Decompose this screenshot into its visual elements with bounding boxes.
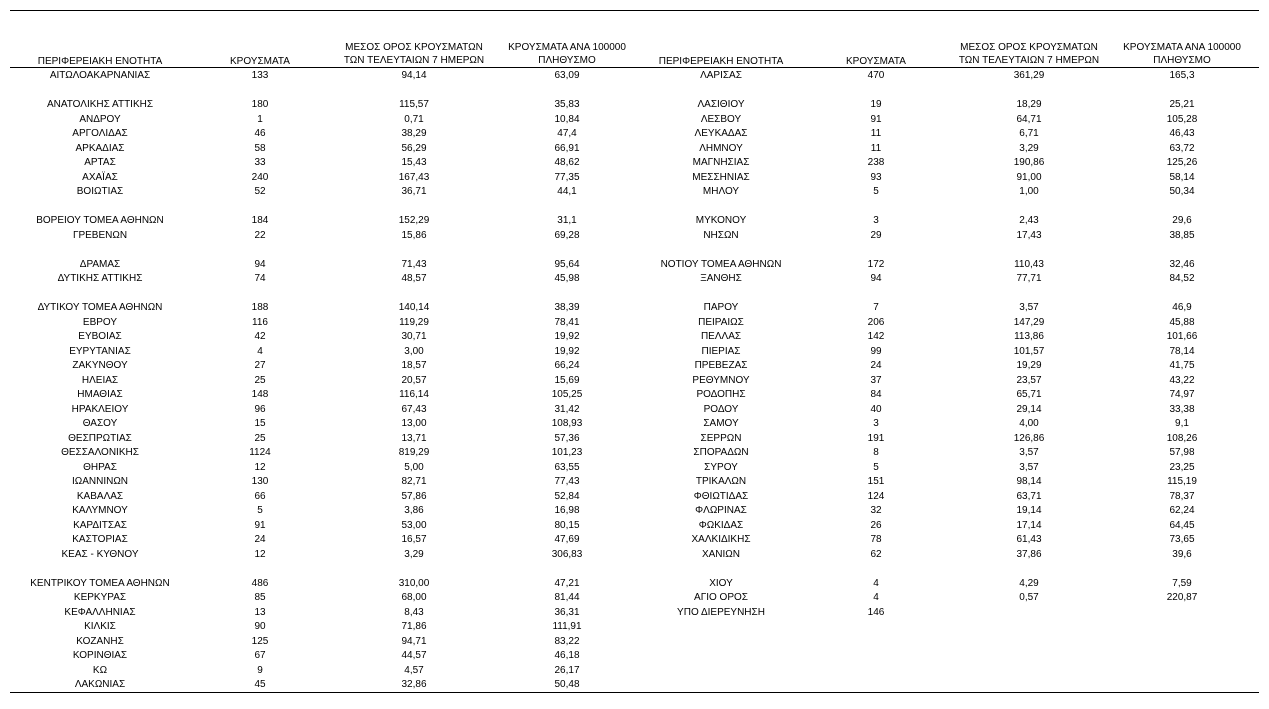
per100k-value: 57,98: [1169, 447, 1195, 458]
cases-value: 240: [251, 171, 269, 183]
per100k-value: 26,17: [554, 664, 580, 676]
region-name: ΚΟΖΑΝΗΣ: [76, 635, 124, 647]
cases-value: 4: [873, 577, 879, 589]
region-name: ΑΓΙΟ ΟΡΟΣ: [694, 592, 748, 603]
region-name: ΘΑΣΟΥ: [82, 418, 118, 429]
avg-7days-value: 65,71: [1016, 389, 1042, 400]
region-name: ΚΑΒΑΛΑΣ: [76, 490, 124, 502]
cases-value: 78: [870, 534, 882, 545]
cases-value: 11: [870, 128, 882, 139]
avg-7days-value: 0,57: [1019, 592, 1039, 603]
avg-7days-value: 3,29: [1019, 142, 1039, 154]
region-name: ΗΜΑΘΙΑΣ: [77, 389, 123, 400]
region-name: ΘΕΣΣΑΛΟΝΙΚΗΣ: [61, 447, 139, 458]
cases-value: 99: [870, 345, 882, 357]
header-per100k-line2: ΠΛΗΘΥΣΜΟ: [1153, 55, 1211, 66]
per100k-value: 84,52: [1169, 273, 1195, 284]
region-name: ΚΙΛΚΙΣ: [84, 621, 116, 632]
cases-value: 25: [254, 374, 266, 386]
cases-value: 62: [870, 548, 882, 560]
region-name: ΗΛΕΙΑΣ: [81, 374, 119, 386]
avg-7days-value: 126,86: [1013, 432, 1045, 444]
cases-value: 90: [254, 621, 266, 632]
avg-7days-value: 19,29: [1016, 360, 1042, 371]
per100k-value: 58,14: [1169, 171, 1195, 183]
region-name: ΜΥΚΟΝΟΥ: [695, 215, 747, 226]
cases-value: 66: [254, 490, 266, 502]
avg-7days-value: 56,29: [401, 142, 427, 154]
region-name: ΗΡΑΚΛΕΙΟΥ: [71, 403, 129, 415]
cases-value: 46: [254, 128, 266, 139]
region-name: ΜΗΛΟΥ: [702, 186, 740, 197]
avg-7days-value: 361,29: [1013, 70, 1045, 81]
per100k-value: 64,45: [1169, 519, 1195, 531]
cases-value: 19: [870, 99, 882, 110]
avg-7days-value: 8,43: [404, 606, 424, 618]
avg-7days-value: 5,00: [404, 461, 424, 473]
per100k-value: 39,6: [1172, 548, 1192, 560]
avg-7days-value: 98,14: [1016, 476, 1042, 487]
per100k-value: 63,72: [1169, 142, 1195, 154]
region-name: ΖΑΚΥΝΘΟΥ: [72, 360, 128, 371]
avg-7days-value: 190,86: [1013, 157, 1045, 168]
per100k-value: 47,69: [554, 534, 580, 545]
region-name: ΥΠΟ ΔΙΕΡΕΥΝΗΣΗ: [677, 606, 765, 618]
avg-7days-value: 167,43: [398, 171, 430, 183]
per100k-value: 31,42: [554, 403, 580, 415]
avg-7days-value: 3,57: [1019, 302, 1039, 313]
per100k-value: 81,44: [554, 592, 580, 603]
region-name: ΕΥΒΟΙΑΣ: [78, 331, 122, 342]
cases-value: 15: [254, 418, 266, 429]
cases-value: 191: [867, 432, 885, 444]
avg-7days-value: 147,29: [1013, 316, 1045, 328]
region-name: ΔΡΑΜΑΣ: [79, 258, 121, 270]
cases-value: 5: [873, 461, 879, 473]
region-name: ΚΩ: [92, 664, 108, 676]
per100k-value: 31,1: [557, 215, 577, 226]
header-per100k-line1: ΚΡΟΥΣΜΑΤΑ ΑΝΑ 100000: [1123, 42, 1241, 53]
avg-7days-value: 15,86: [401, 229, 427, 241]
per100k-value: 95,64: [554, 258, 580, 270]
avg-7days-value: 119,29: [399, 316, 429, 328]
per100k-value: 7,59: [1172, 577, 1192, 589]
cases-value: 130: [251, 476, 269, 487]
region-name: ΛΑΡΙΣΑΣ: [700, 70, 742, 81]
region-name: ΡΕΘΥΜΝΟΥ: [692, 374, 750, 386]
avg-7days-value: 152,29: [398, 215, 430, 226]
per100k-value: 101,23: [551, 447, 583, 458]
avg-7days-value: 77,71: [1016, 273, 1042, 284]
cases-value: 33: [254, 157, 266, 168]
avg-7days-value: 110,43: [1014, 258, 1044, 270]
avg-7days-value: 20,57: [401, 374, 427, 386]
per100k-value: 50,34: [1169, 186, 1195, 197]
per100k-value: 105,25: [551, 389, 583, 400]
cases-value: 45: [254, 679, 266, 690]
region-name: ΚΕΦΑΛΛΗΝΙΑΣ: [64, 606, 136, 618]
region-name: ΠΑΡΟΥ: [703, 302, 739, 313]
region-name: ΛΕΣΒΟΥ: [700, 113, 742, 125]
avg-7days-value: 37,86: [1016, 548, 1042, 560]
avg-7days-value: 140,14: [398, 302, 430, 313]
cases-value: 9: [257, 664, 263, 676]
avg-7days-value: 4,00: [1019, 418, 1039, 429]
region-name: ΙΩΑΝΝΙΝΩΝ: [71, 476, 129, 487]
cases-value: 206: [867, 316, 885, 328]
region-name: ΓΡΕΒΕΝΩΝ: [72, 229, 128, 241]
avg-7days-value: 48,57: [401, 273, 427, 284]
region-name: ΠΡΕΒΕΖΑΣ: [694, 360, 748, 371]
avg-7days-value: 13,71: [401, 432, 427, 444]
per100k-value: 38,85: [1169, 229, 1195, 241]
cases-value: 27: [254, 360, 266, 371]
avg-7days-value: 71,43: [401, 258, 427, 270]
per100k-value: 10,84: [554, 113, 580, 125]
per100k-value: 25,21: [1169, 99, 1195, 110]
per100k-value: 78,37: [1169, 490, 1195, 502]
header-cases: ΚΡΟΥΣΜΑΤΑ: [230, 56, 290, 67]
region-name: ΝΟΤΙΟΥ ΤΟΜΕΑ ΑΘΗΝΩΝ: [660, 258, 782, 270]
region-name: ΠΕΙΡΑΙΩΣ: [698, 316, 744, 328]
cases-value: 8: [873, 447, 879, 458]
per100k-value: 115,19: [1167, 476, 1197, 487]
region-name: ΑΡΚΑΔΙΑΣ: [75, 142, 125, 154]
avg-7days-value: 3,86: [404, 505, 424, 516]
cases-value: 486: [251, 577, 269, 589]
cases-value: 85: [254, 592, 266, 603]
header-cases: ΚΡΟΥΣΜΑΤΑ: [846, 56, 906, 67]
cases-value: 22: [254, 229, 266, 241]
cases-value: 238: [867, 157, 885, 168]
cases-value: 172: [867, 258, 885, 270]
cases-value: 142: [867, 331, 885, 342]
per100k-value: 16,98: [554, 505, 580, 516]
per100k-value: 45,98: [554, 273, 580, 284]
region-name: ΚΑΣΤΟΡΙΑΣ: [72, 534, 128, 545]
per100k-value: 108,93: [551, 418, 583, 429]
per100k-value: 32,46: [1169, 258, 1195, 270]
cases-value: 125: [251, 635, 269, 647]
per100k-value: 78,14: [1169, 345, 1195, 357]
avg-7days-value: 63,71: [1016, 490, 1042, 502]
region-name: ΒΟΡΕΙΟΥ ΤΟΜΕΑ ΑΘΗΝΩΝ: [36, 215, 164, 226]
per100k-value: 38,39: [554, 302, 580, 313]
per100k-value: 220,87: [1166, 592, 1198, 603]
avg-7days-value: 113,86: [1014, 331, 1044, 342]
cases-value: 1: [257, 113, 263, 125]
cases-value: 40: [870, 403, 882, 415]
avg-7days-value: 0,71: [404, 113, 424, 125]
region-name: ΞΑΝΘΗΣ: [700, 273, 742, 284]
header-avg-line2: ΤΩΝ ΤΕΛΕΥΤΑΙΩΝ 7 ΗΜΕΡΩΝ: [343, 55, 485, 66]
avg-7days-value: 32,86: [401, 679, 427, 690]
region-name: ΛΑΣΙΘΙΟΥ: [697, 99, 745, 110]
header-per100k: [1082, 41, 1269, 67]
cases-value: 25: [254, 432, 266, 444]
per100k-value: 105,28: [1166, 113, 1198, 125]
per100k-value: 80,15: [554, 519, 580, 531]
region-name: ΔΥΤΙΚΗΣ ΑΤΤΙΚΗΣ: [57, 273, 143, 284]
region-name: ΣΕΡΡΩΝ: [700, 432, 742, 444]
region-name: ΑΡΤΑΣ: [84, 157, 116, 168]
avg-7days-value: 23,57: [1016, 374, 1042, 386]
cases-value: 32: [870, 505, 882, 516]
cases-value: 91: [870, 113, 882, 125]
per100k-value: 15,69: [554, 374, 580, 386]
avg-7days-value: 3,57: [1019, 461, 1039, 473]
avg-7days-value: 819,29: [398, 447, 430, 458]
region-name: ΜΑΓΝΗΣΙΑΣ: [692, 157, 750, 168]
avg-7days-value: 71,86: [401, 621, 427, 632]
cases-value: 124: [867, 490, 885, 502]
per100k-value: 47,21: [554, 577, 580, 589]
avg-7days-value: 94,14: [401, 70, 427, 81]
per100k-value: 47,4: [557, 128, 577, 139]
per100k-value: 108,26: [1166, 432, 1198, 444]
avg-7days-value: 15,43: [401, 157, 427, 168]
region-name: ΚΟΡΙΝΘΙΑΣ: [72, 650, 128, 661]
region-name: ΑΝΔΡΟΥ: [79, 113, 121, 125]
per100k-value: 46,18: [554, 650, 580, 661]
avg-7days-value: 68,00: [401, 592, 427, 603]
region-name: ΧΙΟΥ: [709, 577, 733, 589]
avg-7days-value: 3,29: [404, 548, 424, 560]
per100k-value: 44,1: [557, 186, 577, 197]
avg-7days-value: 310,00: [398, 577, 430, 589]
cases-value: 13: [254, 606, 266, 618]
region-name: ΝΗΣΩΝ: [703, 229, 739, 241]
per100k-value: 111,91: [552, 621, 582, 632]
cases-value: 7: [873, 302, 879, 313]
header-avg-line1: ΜΕΣΟΣ ΟΡΟΣ ΚΡΟΥΣΜΑΤΩΝ: [345, 42, 483, 53]
avg-7days-value: 64,71: [1016, 113, 1042, 125]
per100k-value: 50,48: [554, 679, 580, 690]
cases-value: 3: [873, 215, 879, 226]
cases-value: 24: [870, 360, 882, 371]
header-per100k-line2: ΠΛΗΘΥΣΜΟ: [538, 55, 596, 66]
region-name: ΧΑΛΚΙΔΙΚΗΣ: [691, 534, 751, 545]
avg-7days-value: 4,57: [404, 664, 424, 676]
per100k-value: 77,43: [554, 476, 580, 487]
region-name: ΠΙΕΡΙΑΣ: [701, 345, 741, 357]
cases-value: 180: [251, 99, 269, 110]
per100k-value: 45,88: [1169, 316, 1195, 328]
avg-7days-value: 44,57: [401, 650, 427, 661]
region-name: ΚΕΑΣ - ΚΥΘΝΟΥ: [61, 548, 139, 560]
per100k-value: 66,24: [554, 360, 580, 371]
region-name: ΛΑΚΩΝΙΑΣ: [74, 679, 126, 690]
per100k-value: 125,26: [1166, 157, 1198, 168]
avg-7days-value: 82,71: [401, 476, 427, 487]
bottom-rule: [10, 692, 1259, 693]
avg-7days-value: 101,57: [1013, 345, 1045, 357]
per100k-value: 43,22: [1169, 374, 1195, 386]
cases-value: 26: [870, 519, 882, 531]
per100k-value: 19,92: [554, 331, 580, 342]
cases-value: 5: [873, 186, 879, 197]
cases-value: 24: [254, 534, 266, 545]
per100k-value: 57,36: [554, 432, 580, 444]
region-name: ΑΧΑΪΑΣ: [82, 171, 118, 183]
region-name: ΦΘΙΩΤΙΔΑΣ: [693, 490, 749, 502]
region-name: ΔΥΤΙΚΟΥ ΤΟΜΕΑ ΑΘΗΝΩΝ: [37, 302, 163, 313]
avg-7days-value: 53,00: [401, 519, 427, 531]
avg-7days-value: 19,14: [1016, 505, 1042, 516]
cases-value: 3: [873, 418, 879, 429]
cases-value: 12: [254, 548, 266, 560]
per100k-value: 46,43: [1169, 128, 1195, 139]
region-name: ΦΛΩΡΙΝΑΣ: [695, 505, 747, 516]
per100k-value: 35,83: [554, 99, 580, 110]
avg-7days-value: 91,00: [1016, 171, 1042, 183]
top-rule: [10, 10, 1259, 11]
per100k-value: 23,25: [1169, 461, 1195, 473]
region-name: ΡΟΔΟΠΗΣ: [696, 389, 746, 400]
cases-value: 11: [870, 142, 882, 154]
per100k-value: 9,1: [1175, 418, 1189, 429]
region-name: ΧΑΝΙΩΝ: [701, 548, 741, 560]
per100k-value: 69,28: [554, 229, 580, 241]
region-name: ΛΗΜΝΟΥ: [699, 142, 743, 154]
per100k-value: 78,41: [554, 316, 580, 328]
cases-value: 94: [870, 273, 882, 284]
avg-7days-value: 3,57: [1019, 447, 1039, 458]
avg-7days-value: 6,71: [1019, 128, 1039, 139]
avg-7days-value: 115,57: [399, 99, 429, 110]
header-per100k-line1: ΚΡΟΥΣΜΑΤΑ ΑΝΑ 100000: [508, 42, 626, 53]
avg-7days-value: 16,57: [401, 534, 427, 545]
region-name: ΜΕΣΣΗΝΙΑΣ: [692, 171, 750, 183]
cases-value: 29: [870, 229, 882, 241]
region-name: ΑΙΤΩΛΟΑΚΑΡΝΑΝΙΑΣ: [49, 70, 151, 81]
cases-value: 188: [251, 302, 269, 313]
avg-7days-value: 57,86: [401, 490, 427, 502]
cases-value: 96: [254, 403, 266, 415]
avg-7days-value: 67,43: [401, 403, 427, 415]
per100k-value: 73,65: [1169, 534, 1195, 545]
cases-value: 151: [867, 476, 885, 487]
region-name: ΚΑΡΔΙΤΣΑΣ: [73, 519, 127, 531]
cases-value: 1124: [249, 447, 271, 458]
avg-7days-value: 13,00: [401, 418, 427, 429]
per100k-value: 306,83: [551, 548, 583, 560]
cases-value: 116: [252, 316, 268, 328]
region-name: ΕΒΡΟΥ: [82, 316, 118, 328]
region-name: ΒΟΙΩΤΙΑΣ: [76, 186, 124, 197]
per100k-value: 63,09: [554, 70, 580, 81]
region-name: ΚΑΛΥΜΝΟΥ: [72, 505, 128, 516]
cases-value: 37: [870, 374, 882, 386]
cases-value: 184: [251, 215, 269, 226]
avg-7days-value: 36,71: [401, 186, 427, 197]
per100k-value: 19,92: [554, 345, 580, 357]
region-name: ΑΝΑΤΟΛΙΚΗΣ ΑΤΤΙΚΗΣ: [46, 99, 154, 110]
avg-7days-value: 17,43: [1016, 229, 1042, 241]
per100k-value: 52,84: [554, 490, 580, 502]
avg-7days-value: 1,00: [1019, 186, 1039, 197]
per100k-value: 77,35: [554, 171, 580, 183]
avg-7days-value: 17,14: [1016, 519, 1042, 531]
region-name: ΤΡΙΚΑΛΩΝ: [695, 476, 747, 487]
cases-value: 12: [254, 461, 266, 473]
avg-7days-value: 94,71: [401, 635, 427, 647]
region-name: ΣΥΡΟΥ: [704, 461, 738, 473]
per100k-value: 74,97: [1169, 389, 1195, 400]
avg-7days-value: 3,00: [404, 345, 424, 357]
avg-7days-value: 4,29: [1019, 577, 1039, 589]
per100k-value: 41,75: [1169, 360, 1195, 371]
region-name: ΣΠΟΡΑΔΩΝ: [693, 447, 749, 458]
header-avg-line2: ΤΩΝ ΤΕΛΕΥΤΑΙΩΝ 7 ΗΜΕΡΩΝ: [958, 55, 1100, 66]
per100k-value: 63,55: [554, 461, 580, 473]
per100k-value: 33,38: [1169, 403, 1195, 415]
region-name: ΑΡΓΟΛΙΔΑΣ: [72, 128, 128, 139]
cases-value: 4: [257, 345, 263, 357]
region-name: ΠΕΛΛΑΣ: [700, 331, 742, 342]
cases-value: 4: [873, 592, 879, 603]
cases-value: 5: [257, 505, 263, 516]
avg-7days-value: 30,71: [401, 331, 427, 342]
cases-value: 470: [867, 70, 885, 81]
cases-value: 94: [254, 258, 266, 270]
per100k-value: 83,22: [554, 635, 580, 647]
region-name: ΣΑΜΟΥ: [703, 418, 739, 429]
per100k-value: 62,24: [1169, 505, 1195, 516]
avg-7days-value: 116,14: [399, 389, 429, 400]
avg-7days-value: 2,43: [1019, 215, 1039, 226]
cases-value: 133: [251, 70, 269, 81]
cases-value: 67: [254, 650, 266, 661]
region-name: ΘΗΡΑΣ: [83, 461, 117, 473]
per100k-value: 101,66: [1166, 331, 1198, 342]
region-name: ΚΕΝΤΡΙΚΟΥ ΤΟΜΕΑ ΑΘΗΝΩΝ: [30, 577, 170, 589]
cases-value: 42: [254, 331, 266, 342]
region-name: ΘΕΣΠΡΩΤΙΑΣ: [68, 432, 132, 444]
cases-value: 84: [870, 389, 882, 400]
avg-7days-value: 18,29: [1016, 99, 1042, 110]
avg-7days-value: 61,43: [1016, 534, 1042, 545]
region-name: ΦΩΚΙΔΑΣ: [698, 519, 744, 531]
avg-7days-value: 18,57: [401, 360, 427, 371]
region-name: ΚΕΡΚΥΡΑΣ: [73, 592, 127, 603]
per100k-value: 36,31: [554, 606, 580, 618]
per100k-value: 29,6: [1172, 215, 1192, 226]
avg-7days-value: 29,14: [1016, 403, 1042, 415]
per100k-value: 48,62: [554, 157, 580, 168]
per100k-value: 66,91: [554, 142, 580, 154]
cases-value: 146: [867, 606, 885, 618]
region-name: ΡΟΔΟΥ: [703, 403, 739, 415]
per100k-value: 165,3: [1169, 70, 1195, 81]
cases-value: 148: [251, 389, 269, 400]
avg-7days-value: 38,29: [401, 128, 427, 139]
cases-value: 52: [254, 186, 266, 197]
header-avg-line1: ΜΕΣΟΣ ΟΡΟΣ ΚΡΟΥΣΜΑΤΩΝ: [960, 42, 1098, 53]
cases-value: 93: [870, 171, 882, 183]
region-name: ΛΕΥΚΑΔΑΣ: [694, 128, 748, 139]
cases-value: 91: [254, 519, 266, 531]
per100k-value: 46,9: [1172, 302, 1192, 313]
header-region: ΠΕΡΙΦΕΡΕΙΑΚΗ ΕΝΟΤΗΤΑ: [37, 56, 163, 67]
region-name: ΕΥΡΥΤΑΝΙΑΣ: [69, 345, 131, 357]
cases-value: 74: [254, 273, 266, 284]
cases-value: 58: [254, 142, 266, 154]
header-region: ΠΕΡΙΦΕΡΕΙΑΚΗ ΕΝΟΤΗΤΑ: [658, 56, 784, 67]
